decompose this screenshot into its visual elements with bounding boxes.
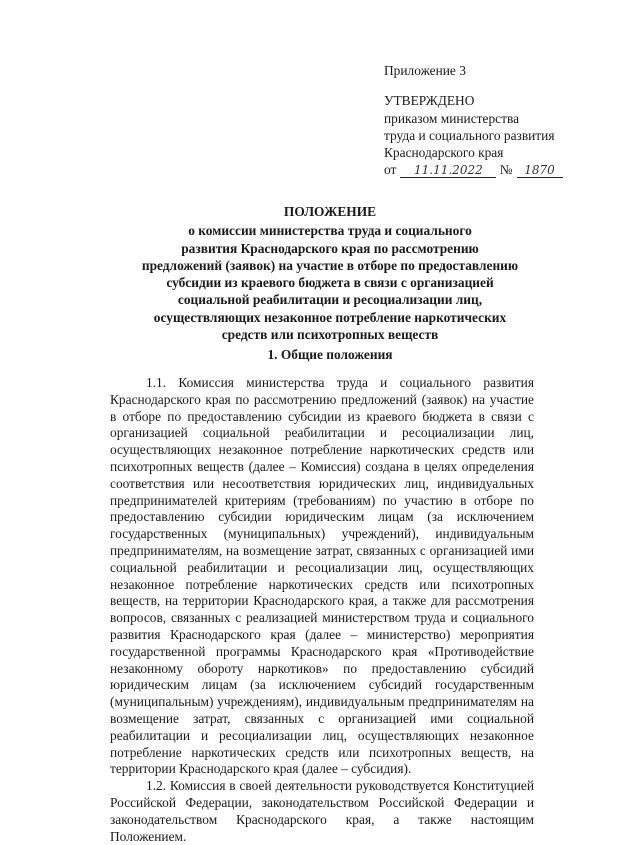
title-line: осуществляющих незаконное потребление наркотических: [153, 309, 507, 325]
title-line: социальной реабилитации и ресоциализации лиц,: [177, 292, 483, 308]
approval-stamp: [384, 62, 563, 179]
from-label: от: [384, 162, 397, 178]
title-line: средств или психотропных веществ: [221, 327, 439, 343]
title-line: субсидии из краевого бюджета в связи с организацией: [166, 275, 494, 291]
appendix-label: Приложение 3: [384, 63, 466, 78]
order-number: 1870: [517, 163, 563, 178]
approval-line: приказом министерства: [384, 110, 520, 126]
section-heading: 1. Общие положения: [267, 347, 393, 362]
approved-label: УТВЕРЖДЕНО: [384, 93, 475, 109]
title-heading: ПОЛОЖЕНИЕ: [283, 204, 377, 219]
approval-line: труда и социального развития: [384, 127, 555, 143]
paragraph-1-1: 1.1. Комиссия министерства труда и социального развития Краснодарского края по рассмотрению предложений (заявок) на участие в отборе по предоставлению субсидии из краевого бюджета в связи с организацией социальной реабилитации и ресоциализации лиц, осуществляющих незаконное потребление наркотических средств или психотропных веществ (далее – Комиссия) создана в целях определения соответствия или несоответствия юридических лиц, индивидуальных предпринимателей критериям (требованиям) по участию в отборе по предоставлению субсидии юридическим лицам (за исключением государственных (муниципальных) учреждений), индивидуальным предпринимателям, на возмещение затрат, связанных с организацией ими социальной реабилитации и ресоциализации лиц, осуществляющих незаконное потребление наркотических средств или психотропных веществ, на территории Краснодарского края, а также для рассмотрения вопросов, связанных с реализацией министерством труда и социального развития Краснодарского края (далее – министерство) мероприятия государственной программы Краснодарского края «Противодействие незаконному обороту наркотиков» по предоставлению субсидий юридическим лицам (за исключением субсидий государственным (муниципальным) учреждениям), индивидуальным предпринимателям на возмещение затрат, связанных с организацией ими социальной реабилитации и ресоциализации лиц, осуществляющих незаконное потребление наркотических средств или психотропных веществ, на территории Краснодарского края (далее – субсидия).: [110, 375, 534, 777]
order-reference: [384, 161, 563, 178]
title-line: развития Краснодарского края по рассмотрению: [181, 240, 479, 256]
document-title: [100, 203, 560, 343]
section-body: [110, 375, 534, 845]
order-date: 11.11.2022: [400, 163, 496, 178]
approval-line: Краснодарского края: [384, 145, 504, 161]
paragraph-1-2: 1.2. Комиссия в своей деятельности руководствуется Конституцией Российской Федерации, законодательством Российской Федерации и законодательством Краснодарского края, а также настоящим Положением.: [110, 778, 534, 844]
number-label: №: [499, 162, 513, 178]
title-line: предложений (заявок) на участие в отборе по предоставлению: [141, 257, 519, 273]
title-line: о комиссии министерства труда и социального: [188, 223, 472, 239]
